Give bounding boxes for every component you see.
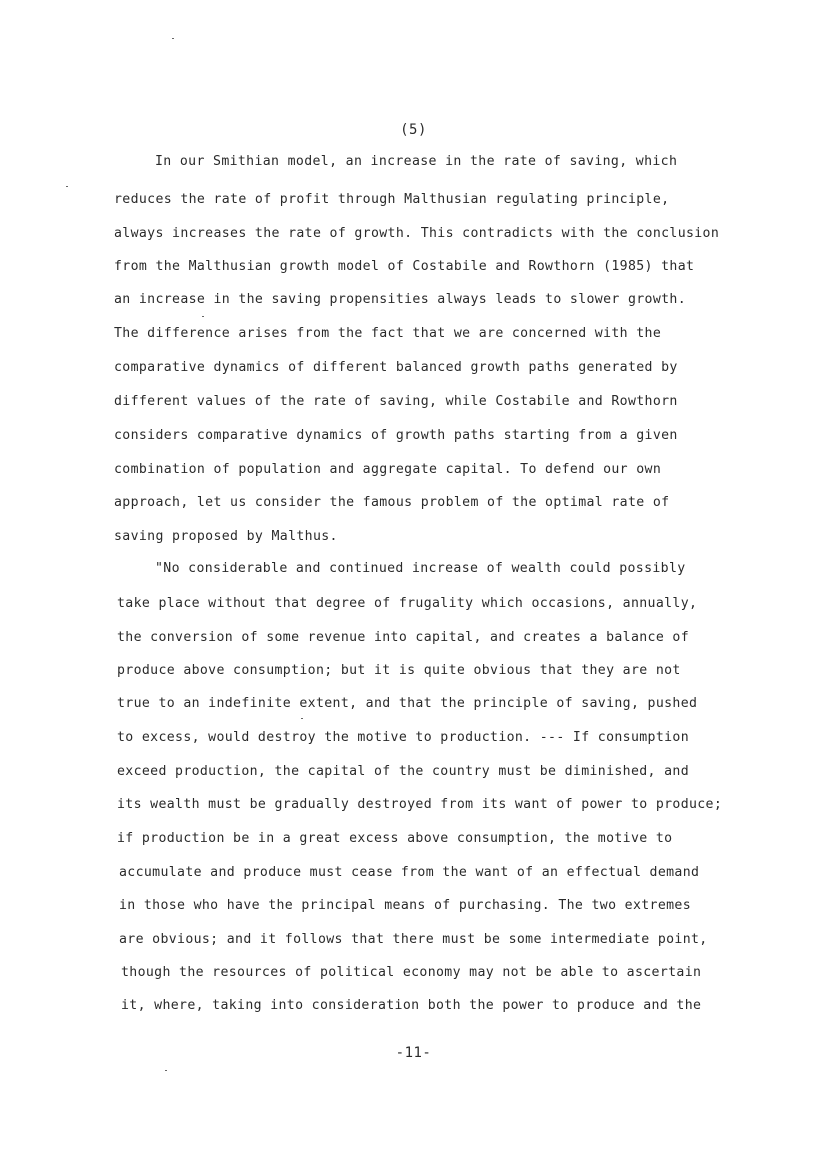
scan-speck (172, 38, 174, 39)
text-line: an increase in the saving propensities always leads to slower growth. (114, 292, 686, 307)
text-line: always increases the rate of growth. This contradicts with the conclusion (114, 226, 720, 241)
text-line: in those who have the principal means of purchasing. The two extremes (119, 898, 691, 913)
scan-speck (301, 718, 303, 719)
text-line: from the Malthusian growth model of Costabile and Rowthorn (1985) that (114, 259, 695, 274)
text-line: reduces the rate of profit through Malthusian regulating principle, (114, 192, 670, 207)
text-line: though the resources of political economy may not be able to ascertain (121, 965, 702, 980)
scan-speck (202, 316, 204, 317)
text-line: different values of the rate of saving, while Costabile and Rowthorn (114, 394, 678, 409)
text-line: it, where, taking into consideration both the power to produce and the (121, 998, 702, 1013)
text-line: the conversion of some revenue into capital, and creates a balance of (117, 630, 689, 645)
text-line: accumulate and produce must cease from the want of an effectual demand (119, 865, 700, 880)
text-line: true to an indefinite extent, and that the principle of saving, pushed (117, 696, 698, 711)
text-line: take place without that degree of frugality which occasions, annually, (117, 596, 698, 611)
section-number: (5) (400, 122, 427, 138)
text-line: "No considerable and continued increase of wealth could possibly (155, 561, 686, 576)
text-line: its wealth must be gradually destroyed from its want of power to produce; (117, 797, 723, 812)
text-line: exceed production, the capital of the country must be diminished, and (117, 764, 689, 779)
text-line: combination of population and aggregate capital. To defend our own (114, 462, 662, 477)
scan-speck (165, 1070, 167, 1071)
text-line: considers comparative dynamics of growth paths starting from a given (114, 428, 678, 443)
text-line: to excess, would destroy the motive to production. --- If consumption (117, 730, 689, 745)
text-line: In our Smithian model, an increase in the rate of saving, which (155, 154, 678, 169)
text-line: produce above consumption; but it is quite obvious that they are not (117, 663, 681, 678)
text-line: saving proposed by Malthus. (114, 529, 338, 544)
text-line: approach, let us consider the famous problem of the optimal rate of (114, 495, 670, 510)
text-line: if production be in a great excess above consumption, the motive to (117, 831, 673, 846)
page-number: -11- (395, 1045, 432, 1061)
text-line: comparative dynamics of different balanced growth paths generated by (114, 360, 678, 375)
text-line: are obvious; and it follows that there must be some intermediate point, (119, 932, 708, 947)
scan-speck (66, 186, 68, 187)
text-line: The difference arises from the fact that we are concerned with the (114, 326, 662, 341)
